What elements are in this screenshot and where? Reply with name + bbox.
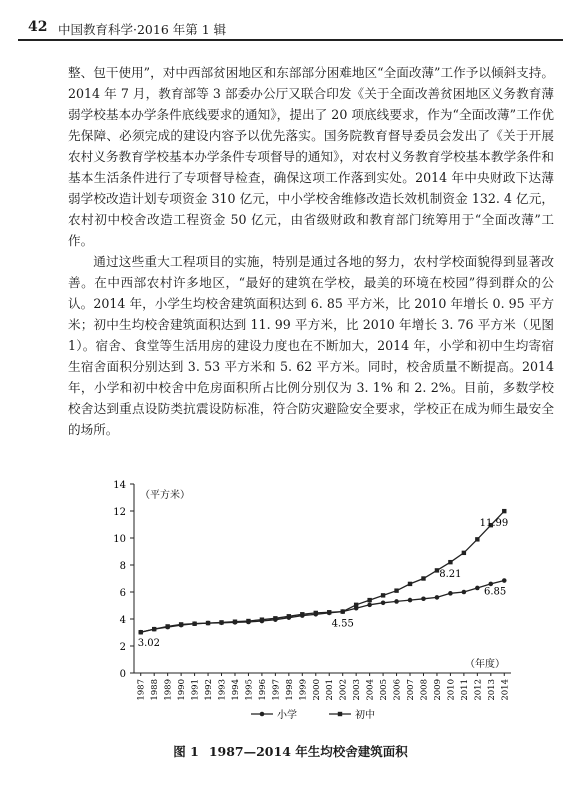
x-tick-label: 1991 [190, 679, 201, 701]
data-label: 8.21 [439, 569, 462, 581]
legend-marker-circle [260, 712, 265, 717]
data-point-square [327, 610, 331, 614]
x-tick-label: 2001 [325, 679, 336, 701]
paragraph-1: 整、包干使用”，对中西部贫困地区和东部部分困难地区“全面改薄”工作予以倾斜支持。2014 年 7 月，教育部等 3 部委办公厅又联合印发《关于全面改善贫困地区义务教育薄弱学校基本办学条件底线要求的通知》，提出了 20 项底线要求，作为“全面改薄”工作优先保障、必须完成的建设内容予以优先落实。国务院教育督导委员会发出了《关于开展农村义务教育学校基本办学条件专项督导的通知》，对农村义务教育学校基本教学条件和基本生活条件进行了专项督导检查，确保这项工作落到实处。2014 年中央财政下达薄弱学校改造计划专项资金 310 亿元，中小学校舍维修改造长效机制资金 132. 4 亿元，农村初中校舍改造工程资金 50 亿元，由省级财政和教育部门统筹用于“全面改薄”工作。 [68, 65, 554, 248]
data-point-square [448, 560, 452, 564]
y-tick-label: 12 [113, 507, 126, 518]
x-tick-label: 1988 [150, 679, 161, 701]
page-number: 42 [28, 19, 48, 35]
data-point-square [192, 622, 196, 626]
x-tick-label: 1994 [230, 679, 241, 701]
data-point-square [273, 616, 277, 620]
data-point-square [300, 612, 304, 616]
data-label: 11.99 [479, 518, 509, 530]
data-label: 4.55 [331, 618, 354, 630]
x-tick-label: 2008 [419, 679, 430, 701]
x-tick-label: 1999 [298, 679, 309, 701]
x-tick-label: 1997 [271, 679, 282, 701]
data-point-square [408, 582, 412, 586]
data-point-circle [502, 578, 507, 583]
data-point-square [354, 603, 358, 607]
y-tick-label: 8 [119, 561, 126, 572]
x-tick-label: 2005 [379, 679, 390, 701]
x-tick-label: 2013 [486, 679, 497, 701]
x-tick-label: 2003 [352, 679, 363, 701]
x-tick-label: 2012 [473, 679, 484, 701]
x-tick-label: 2000 [311, 679, 322, 701]
paragraph-2: 通过这些重大工程项目的实施，特别是通过各地的努力，农村学校面貌得到显著改善。在中西部农村许多地区，“最好的建筑在学校，最美的环境在校园”得到群众的公认。2014 年，小学生均校舍建筑面积达到 6. 85 平方米，比 2010 年增长 0. 95 平方米；初中生均校舍建筑面积达到 11. 99 平方米，比 2010 年增长 3. 76 平方米（见图 1）。宿舍、食堂等生活用房的建设力度也在不断加大，2014 年，小学和初中生均寄宿生宿舍面积分别达到 3. 53 平方米和 5. 62 平方米。同时，校舍质量不断提高。2014 年，小学和初中校舍中危房面积所占比例分别仅为 3. 1% 和 2. 2%。目前，多数学校校舍达到重点设防类抗震设防标准，符合防灾避险安全要求，学校正在成为师生最安全的场所。 [68, 254, 554, 437]
data-point-square [367, 598, 371, 602]
x-tick-label: 2011 [459, 679, 470, 701]
y-tick-label: 2 [119, 642, 126, 653]
x-tick-label: 1993 [217, 679, 228, 701]
x-tick-label: 1989 [163, 679, 174, 701]
data-point-square [502, 509, 506, 513]
data-point-square [139, 630, 143, 634]
data-point-circle [475, 586, 480, 591]
data-point-square [233, 620, 237, 624]
y-tick-label: 6 [119, 588, 126, 599]
header-rule [18, 39, 563, 41]
x-tick-label: 1987 [136, 679, 147, 701]
data-point-square [246, 619, 250, 623]
data-point-square [219, 620, 223, 624]
y-tick-label: 10 [113, 534, 126, 545]
data-point-circle [462, 590, 467, 595]
data-label: 6.85 [484, 586, 507, 598]
data-point-square [287, 614, 291, 618]
data-point-circle [421, 596, 426, 601]
legend-label: 小学 [277, 710, 297, 721]
x-tick-label: 2014 [500, 679, 511, 701]
data-point-square [394, 588, 398, 592]
data-point-square [475, 537, 479, 541]
data-point-circle [408, 598, 413, 603]
data-point-square [152, 627, 156, 631]
journal-title: 中国教育科学·2016 年第 1 辑 [58, 22, 227, 37]
x-tick-label: 2009 [432, 679, 443, 701]
figure-caption [0, 742, 581, 760]
data-point-circle [394, 599, 399, 604]
data-point-square [206, 621, 210, 625]
figure-label: 图 1 [173, 744, 199, 759]
legend-marker-square [338, 712, 342, 716]
data-point-square [260, 617, 264, 621]
x-tick-label: 1995 [244, 679, 255, 701]
figure-title: 1987—2014 年生均校舍建筑面积 [208, 744, 408, 759]
x-tick-label: 1990 [177, 679, 188, 701]
x-tick-label: 2010 [446, 679, 457, 701]
x-tick-label: 2006 [392, 679, 403, 701]
y-tick-label: 14 [113, 480, 126, 491]
data-point-circle [381, 601, 386, 606]
data-point-square [421, 576, 425, 580]
x-tick-label: 1992 [204, 679, 215, 701]
x-tick-label: 1996 [257, 679, 268, 701]
data-point-circle [489, 582, 494, 587]
y-tick-label: 0 [119, 669, 126, 680]
data-point-circle [435, 595, 440, 600]
data-point-circle [448, 591, 453, 596]
line-chart [66, 470, 526, 730]
y-axis-unit-label: （平方米） [140, 490, 190, 501]
x-tick-label: 2007 [406, 679, 417, 701]
figure-1-chart [66, 470, 526, 730]
data-point-square [381, 593, 385, 597]
y-tick-label: 4 [119, 615, 126, 626]
x-tick-label: 1998 [284, 679, 295, 701]
legend-label: 初中 [355, 710, 375, 721]
data-point-square [462, 551, 466, 555]
data-point-square [340, 609, 344, 613]
article-body [68, 62, 554, 440]
data-point-square [165, 624, 169, 628]
page-header [18, 15, 563, 41]
data-label: 3.02 [137, 638, 160, 650]
data-point-square [179, 622, 183, 626]
x-tick-label: 2002 [338, 679, 349, 701]
x-axis-unit-label: （年度） [465, 659, 505, 670]
data-point-circle [367, 603, 372, 608]
data-point-square [314, 611, 318, 615]
x-tick-label: 2004 [365, 679, 376, 701]
